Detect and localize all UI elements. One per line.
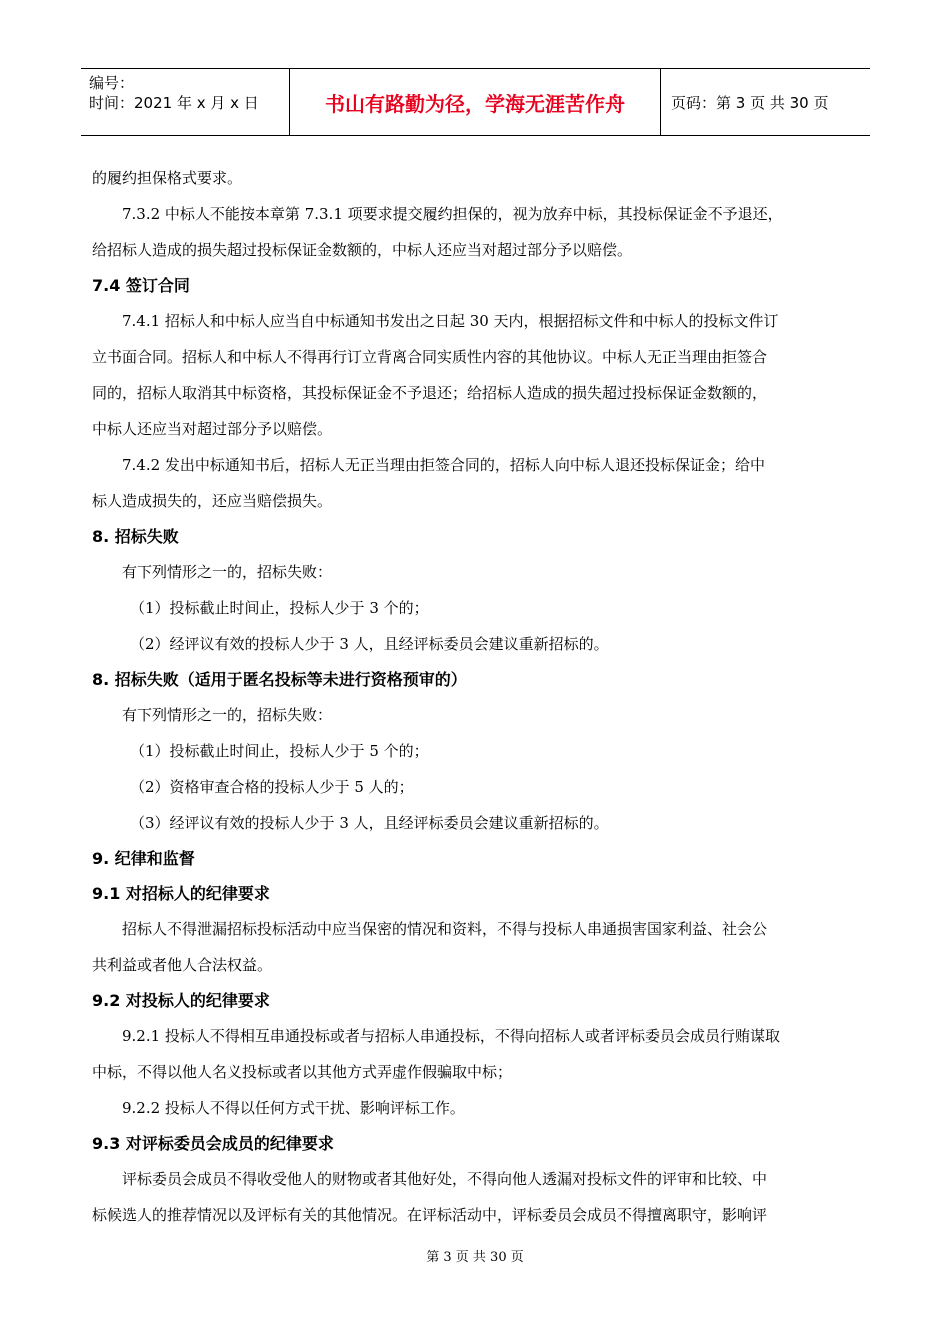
paragraph-line: 立书面合同。招标人和中标人不得再行订立背离合同实质性内容的其他协议。中标人无正当理由拒签合 [92,348,768,366]
header-number: 编号： [89,74,135,92]
paragraph-line: 评标委员会成员不得收受他人的财物或者其他好处，不得向他人透漏对投标文件的评审和比较、中 [122,1170,768,1188]
page-header [81,68,870,136]
header-date: 时间：2021 年 x 月 x 日 [89,94,259,112]
paragraph-line: 标人造成损失的，还应当赔偿损失。 [92,492,333,510]
paragraph-line: 中标人还应当对超过部分予以赔偿。 [92,420,333,438]
header-meta [81,69,290,136]
section-heading-9-3: 9.3 对评标委员会成员的纪律要求 [92,1134,334,1153]
section-heading-8: 8. 招标失败 [92,527,179,546]
list-item: （1）投标截止时间止，投标人少于 3 个的； [130,599,429,617]
paragraph-line: 9.2.1 投标人不得相互串通投标或者与招标人串通投标，不得向招标人或者评标委员会成员行贿谋取 [122,1027,780,1045]
section-heading-8-alt: 8. 招标失败（适用于匿名投标等未进行资格预审的） [92,670,467,689]
paragraph-line: 7.3.2 中标人不能按本章第 7.3.1 项要求提交履约担保的，视为放弃中标，其投标保证金不予退还， [122,205,783,223]
paragraph-line: 7.4.2 发出中标通知书后，招标人无正当理由拒签合同的，招标人向中标人退还投标保证金；给中 [122,456,765,474]
paragraph-line: 同的，招标人取消其中标资格，其投标保证金不予退还；给招标人造成的损失超过投标保证金数额的， [92,384,768,402]
header-motto: 书山有路勤为径，学海无涯苦作舟 [290,69,661,136]
paragraph-line: 有下列情形之一的，招标失败： [122,563,333,581]
paragraph-line: 标候选人的推荐情况以及评标有关的其他情况。在评标活动中，评标委员会成员不得擅离职守，影响评 [92,1206,768,1224]
paragraph-line: 招标人不得泄漏招标投标活动中应当保密的情况和资料，不得与投标人串通损害国家利益、社会公 [122,920,768,938]
list-item: （2）经评议有效的投标人少于 3 人，且经评标委员会建议重新招标的。 [130,635,609,653]
list-item: （1）投标截止时间止，投标人少于 5 个的； [130,742,429,760]
section-heading-9-2: 9.2 对投标人的纪律要求 [92,991,270,1010]
paragraph-line: 共利益或者他人合法权益。 [92,956,273,974]
page-footer: 第 3 页 共 30 页 [426,1250,524,1265]
header-page: 页码：第 3 页 共 30 页 [661,69,871,136]
section-heading-9-1: 9.1 对招标人的纪律要求 [92,884,270,903]
paragraph-line: 给招标人造成的损失超过投标保证金数额的，中标人还应当对超过部分予以赔偿。 [92,241,633,259]
section-heading-7-4: 7.4 签订合同 [92,276,190,295]
paragraph-line: 9.2.2 投标人不得以任何方式干扰、影响评标工作。 [122,1099,465,1117]
paragraph-line: 中标，不得以他人名义投标或者以其他方式弄虚作假骗取中标； [92,1063,513,1081]
paragraph-line: 的履约担保格式要求。 [92,169,243,187]
list-item: （2）资格审查合格的投标人少于 5 人的； [130,778,414,796]
section-heading-9: 9. 纪律和监督 [92,849,195,868]
paragraph-line: 有下列情形之一的，招标失败： [122,706,333,724]
paragraph-line: 7.4.1 招标人和中标人应当自中标通知书发出之日起 30 天内，根据招标文件和中标人的投标文件订 [122,312,779,330]
list-item: （3）经评议有效的投标人少于 3 人，且经评标委员会建议重新招标的。 [130,814,609,832]
document-body [92,160,860,1233]
